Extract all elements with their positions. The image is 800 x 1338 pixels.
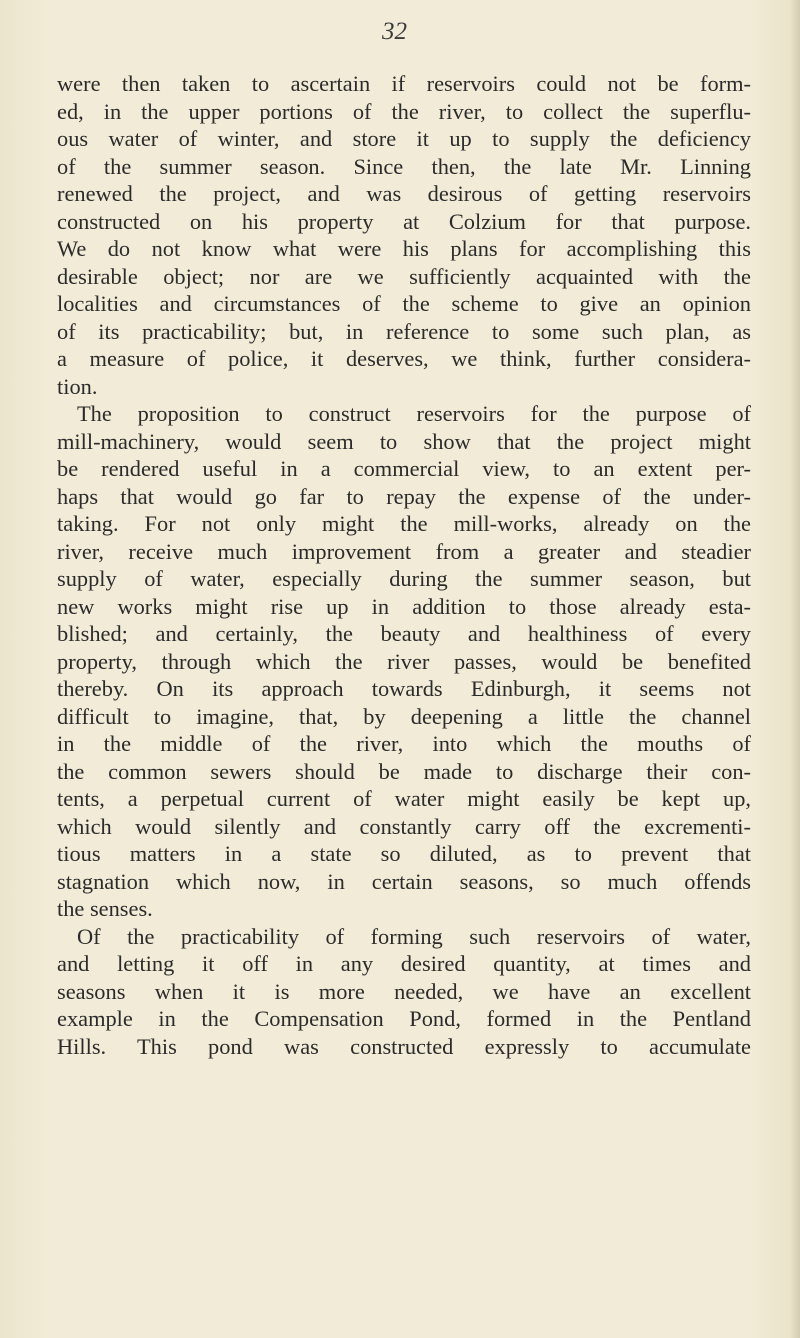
text-line: We do not know what were his plans for accomplishing this bbox=[57, 236, 751, 261]
text-line: of its practicability; but, in reference to some such plan, as bbox=[57, 318, 751, 344]
text-line: were then taken to ascertain if reservoirs could not be form- bbox=[57, 71, 751, 96]
text-line: tion. bbox=[57, 373, 98, 399]
text-line: blished; and certainly, the beauty and healthiness of every bbox=[57, 621, 751, 646]
text-line: the common sewers should be made to discharge their con- bbox=[57, 758, 751, 784]
text-line: localities and circumstances of the scheme to give an opinion bbox=[57, 291, 751, 316]
text-line: of the summer season. Since then, the late Mr. Linning bbox=[57, 153, 751, 179]
text-line: tious matters in a state so diluted, as to prevent that bbox=[57, 841, 751, 866]
body-text bbox=[57, 70, 751, 1060]
text-line: ous water of winter, and store it up to supply the deficiency bbox=[57, 126, 751, 151]
text-line: the senses. bbox=[57, 896, 153, 921]
text-line: Hills. This pond was constructed expressly to accumulate bbox=[57, 1033, 751, 1059]
paragraph-2 bbox=[57, 400, 751, 923]
text-line: seasons when it is more needed, we have an excellent bbox=[57, 978, 751, 1004]
text-line: haps that would go far to repay the expense of the under- bbox=[57, 483, 751, 509]
paragraph-1 bbox=[57, 70, 751, 400]
text-line: new works might rise up in addition to those already esta- bbox=[57, 593, 751, 619]
text-line: desirable object; nor are we sufficiently acquainted with the bbox=[57, 263, 751, 289]
text-line: a measure of police, it deserves, we think, further considera- bbox=[57, 346, 751, 371]
text-line: constructed on his property at Colzium for that purpose. bbox=[57, 208, 751, 234]
paragraph-3 bbox=[57, 923, 751, 1061]
text-line: Of the practicability of forming such reservoirs of water, bbox=[77, 923, 751, 949]
text-line: tents, a perpetual current of water might easily be kept up, bbox=[57, 786, 751, 811]
text-line: which would silently and constantly carry off the excrementi- bbox=[57, 813, 751, 839]
text-line: be rendered useful in a commercial view, to an extent per- bbox=[57, 456, 751, 481]
text-line: and letting it off in any desired quantity, at times and bbox=[57, 951, 751, 976]
text-line: supply of water, especially during the summer season, but bbox=[57, 566, 751, 591]
text-line: The proposition to construct reservoirs for the purpose of bbox=[77, 401, 751, 426]
text-line: property, through which the river passes, would be benefited bbox=[57, 648, 751, 674]
text-line: renewed the project, and was desirous of getting reservoirs bbox=[57, 181, 751, 206]
text-line: stagnation which now, in certain seasons, so much offends bbox=[57, 868, 751, 894]
text-line: ed, in the upper portions of the river, to collect the superflu- bbox=[57, 98, 751, 124]
page-number: 32 bbox=[382, 18, 407, 45]
page-edge-shadow bbox=[790, 0, 800, 1338]
text-line: example in the Compensation Pond, formed in the Pentland bbox=[57, 1006, 751, 1031]
text-line: thereby. On its approach towards Edinburgh, it seems not bbox=[57, 676, 751, 701]
text-line: difficult to imagine, that, by deepening a little the channel bbox=[57, 703, 751, 729]
text-line: taking. For not only might the mill-works, already on the bbox=[57, 511, 751, 536]
text-line: in the middle of the river, into which the mouths of bbox=[57, 731, 751, 756]
text-line: mill-machinery, would seem to show that the project might bbox=[57, 428, 751, 454]
text-line: river, receive much improvement from a greater and steadier bbox=[57, 538, 751, 564]
